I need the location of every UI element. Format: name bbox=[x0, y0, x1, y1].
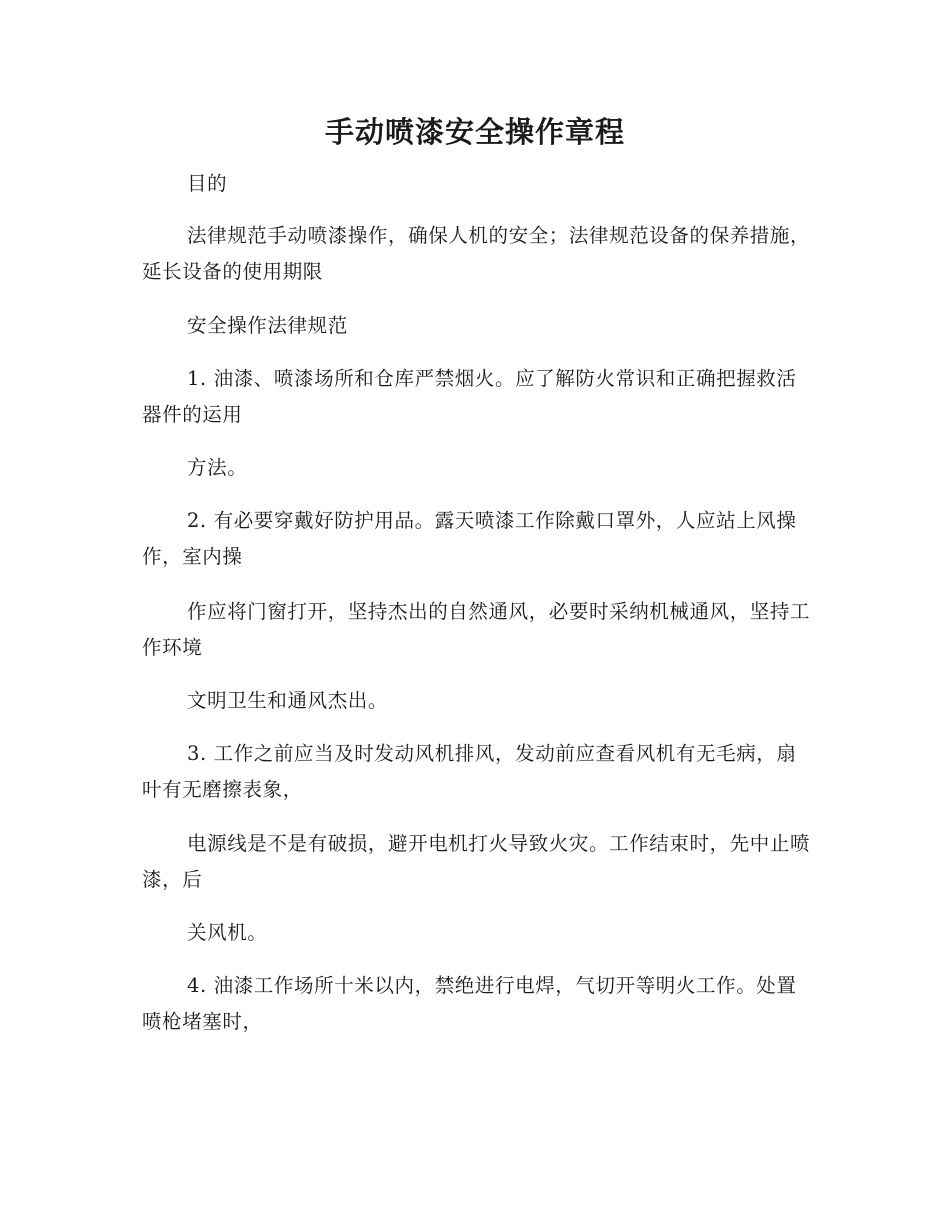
section-heading-purpose: 目的 bbox=[187, 172, 228, 195]
paragraph-rule-2-end: 文明卫生和通风杰出。 bbox=[187, 689, 389, 712]
document-title: 手动喷漆安全操作章程 bbox=[324, 115, 625, 149]
paragraph-rule-3-cont: 电源线是不是有破损，避开电机打火导致火灾。工作结束时，先中止喷漆，后 bbox=[142, 832, 811, 891]
paragraph-purpose-body: 法律规范手动喷漆操作，确保人机的安全；法律规范设备的保养措施，延长设备的使用期限 bbox=[142, 224, 811, 283]
paragraph-rule-1-cont: 方法。 bbox=[187, 456, 248, 479]
paragraph-rule-1: 1. 油漆、喷漆场所和仓库严禁烟火。应了解防火常识和正确把握救活器件的运用 bbox=[142, 367, 797, 426]
paragraph-rule-2: 2. 有必要穿戴好防护用品。露天喷漆工作除戴口罩外，人应站上风操作，室内操 bbox=[142, 509, 797, 568]
paragraph-rule-3: 3. 工作之前应当及时发动风机排风，发动前应查看风机有无毛病，扇叶有无磨擦表象， bbox=[142, 742, 797, 801]
section-heading-safety-rules: 安全操作法律规范 bbox=[187, 314, 348, 337]
paragraph-rule-4: 4. 油漆工作场所十米以内，禁绝进行电焊，气切开等明火工作。处置喷枪堵塞时， bbox=[142, 974, 797, 1033]
paragraph-rule-2-cont: 作应将门窗打开，坚持杰出的自然通风，必要时采纳机械通风，坚持工作环境 bbox=[142, 600, 811, 659]
paragraph-rule-3-end: 关风机。 bbox=[187, 921, 268, 944]
